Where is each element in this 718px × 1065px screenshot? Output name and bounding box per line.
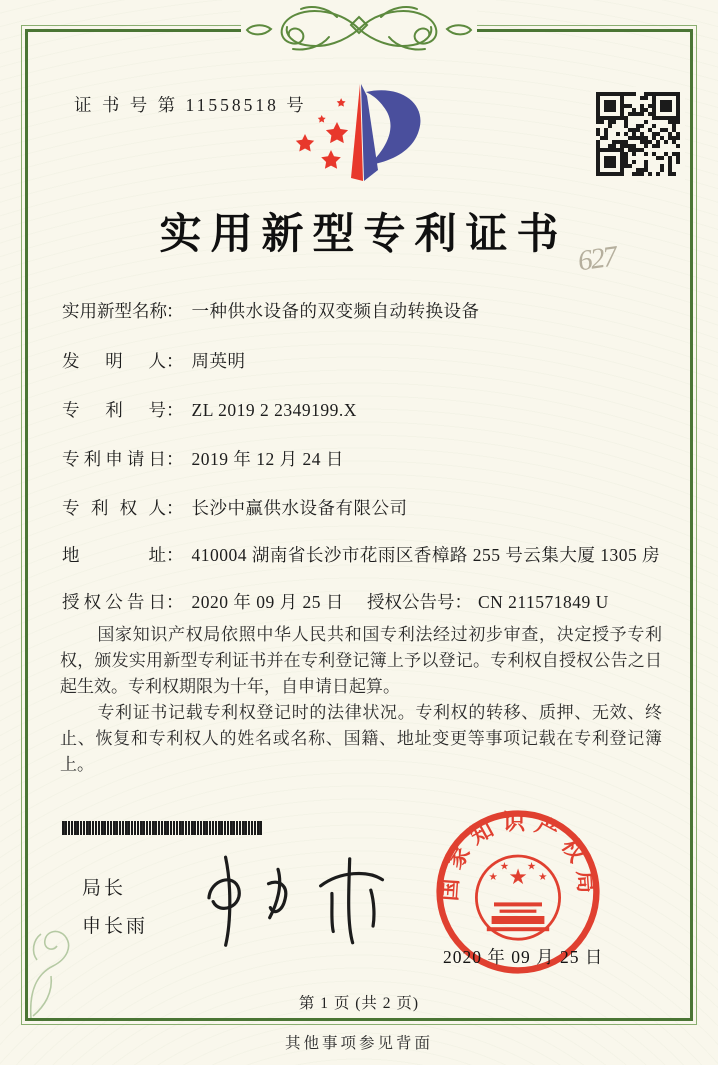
legal-paragraph-1: 国家知识产权局依照中华人民共和国专利法经过初步审查，决定授予专利权，颁发实用新型专利证书并在专利登记簿上予以登记。专利权自授权公告之日起生效。专利权期限为十年，自申请日起算。 [60,625,662,696]
field-colon: ： [166,400,184,420]
field-patent-number [62,397,662,422]
seal-text: 国家知识产权局 [436,809,600,902]
svg-text:★: ★ [526,860,537,873]
field-value: 长沙中赢供水设备有限公司 [191,498,408,518]
field-value: 2019 年 12 月 24 日 [191,449,344,469]
svg-text:★: ★ [538,871,548,883]
director-block [82,870,148,946]
field-colon: ： [166,301,184,321]
top-flourish-ornament-icon [241,3,477,55]
certificate-number: 证 书 号 第 11558518 号 [74,95,307,115]
field-label: 授权公告号 [367,592,455,612]
director-signature [181,839,395,954]
field-filing-date [62,446,662,471]
field-value: CN 211571849 U [478,592,609,612]
field-colon: ： [166,498,184,518]
seal-date: 2020 年 09 月 25 日 [443,947,604,967]
field-colon: ： [166,449,184,469]
field-value: ZL 2019 2 2349199.X [191,400,357,420]
svg-text:★: ★ [508,865,528,890]
field-label: 专利申请日 [62,449,166,469]
barcode [62,821,263,835]
pencil-annotation: 627 [575,240,618,278]
field-colon: ： [166,545,184,565]
director-name: 申长雨 [82,916,149,937]
cnipa-logo-icon [281,82,439,198]
legal-paragraph-2: 专利证书记载专利权登记时的法律状况。专利权的转移、质押、无效、终止、恢复和专利权人的姓名或名称、国籍、地址变更等事项记载在专利登记簿上。 [60,703,662,774]
field-value: 周英明 [191,351,246,371]
field-label: 发明人 [62,351,166,371]
field-grant-date [62,589,662,614]
field-grant-number [367,589,609,614]
field-value: 一种供水设备的双变频自动转换设备 [191,301,480,321]
national-emblem-icon [476,856,559,939]
field-label: 专利号 [62,400,166,420]
field-value: 410004 湖南省长沙市花雨区香樟路 255 号云集大厦 1305 房 [191,545,661,565]
field-address [62,542,662,567]
field-label: 授权公告日 [62,592,166,612]
field-patentee [62,495,662,520]
field-label: 实用新型名称 [62,301,167,321]
field-label: 专利权人 [62,498,166,518]
qr-code [591,87,685,181]
certificate-title: 实用新型专利证书 [159,212,568,258]
field-colon: ： [454,592,472,612]
page-number: 第 1 页 (共 2 页) [298,995,420,1012]
footer-note: 其他事项参见背面 [284,1035,433,1052]
director-title: 局长 [82,878,127,899]
svg-text:★: ★ [488,871,498,883]
field-inventor [62,348,662,373]
svg-text:★: ★ [499,860,510,873]
field-utility-model-name [62,298,662,323]
field-colon: ： [166,351,184,371]
field-colon: ： [166,592,184,612]
legal-text [60,622,662,778]
field-value: 2020 年 09 月 25 日 [191,592,344,612]
field-label: 地址 [62,545,166,565]
